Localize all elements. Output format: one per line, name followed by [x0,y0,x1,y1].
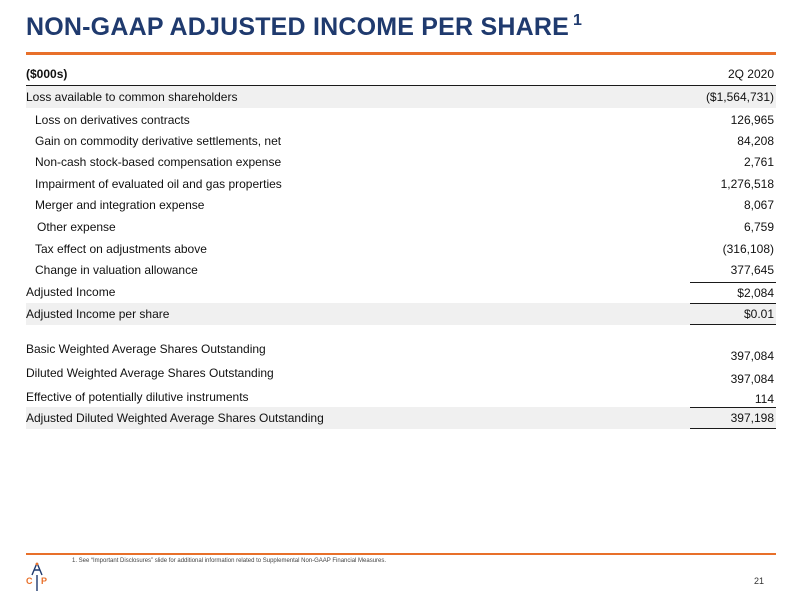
loss-label: Loss available to common shareholders [26,90,238,104]
adjusted-income-value: $2,084 [690,282,776,303]
adjustment-label: Gain on commodity derivative settlements, net [35,133,282,148]
income-table [26,63,776,429]
adjustment-label: Change in valuation allowance [35,263,198,277]
basic-shares-value: 397,084 [730,349,774,363]
adjusted-diluted-shares-row [26,407,776,429]
table-header-row [26,63,776,86]
adjustment-label: Other expense [37,220,116,234]
adjustment-value: 126,965 [730,112,774,127]
adjusted-income-label: Adjusted Income [26,285,116,299]
adjustment-label: Tax effect on adjustments above [35,241,207,256]
page-title [26,12,582,42]
adjusted-income-per-share-value: $0.01 [690,303,776,325]
adjustment-value: 2,761 [743,155,774,169]
dilutive-instruments-row [26,387,776,407]
loss-value: ($1,564,731) [705,90,774,104]
diluted-shares-row [26,366,776,387]
dilutive-instruments-label: Effective of potentially dilutive instruments [26,390,249,404]
diluted-shares-label: Diluted Weighted Average Shares Outstanding [26,366,274,380]
svg-text:P: P [41,576,48,586]
adjustment-row [26,109,776,130]
svg-text:C: C [26,576,33,586]
adjustment-row [26,216,776,238]
basic-shares-label: Basic Weighted Average Shares Outstanding [26,342,266,356]
adjustment-value: 8,067 [743,198,774,212]
page-number: 21 [753,576,764,586]
adjustment-value: 377,645 [730,263,774,277]
adjustment-label: Loss on derivatives contracts [35,112,190,127]
adjustment-row [26,259,776,281]
adjusted-diluted-shares-label: Adjusted Diluted Weighted Average Shares Outstanding [26,411,324,425]
units-label: ($000s) [26,67,68,81]
adjustment-label: Non-cash stock-based compensation expense [35,155,282,169]
title-rule [26,52,776,55]
adjusted-income-row [26,281,776,303]
adjustment-row [26,194,776,216]
section-spacer [26,325,776,342]
adjustment-value: 84,208 [737,133,774,148]
adjustment-label: Impairment of evaluated oil and gas properties [35,176,282,191]
company-logo [26,562,48,592]
loss-row [26,86,776,108]
adjustment-value: 6,759 [743,220,774,234]
adjusted-diluted-shares-value: 397,198 [690,407,776,429]
adjustment-row [26,130,776,151]
adjusted-income-per-share-label: Adjusted Income per share [26,307,170,321]
adjustment-row [26,238,776,259]
adjustment-label: Merger and integration expense [35,198,205,212]
adjustment-row [26,151,776,173]
adjustment-value: 1,276,518 [720,176,774,191]
period-label: 2Q 2020 [727,67,774,81]
footer-rule [26,553,776,555]
diluted-shares-value: 397,084 [730,372,774,386]
page-title-text: NON-GAAP ADJUSTED INCOME PER SHARE [26,13,569,41]
title-footnote-marker: 1 [572,12,583,29]
footnote: 1. See “Important Disclosures” slide for additional information related to Supplemental Non-GAAP Financial Measures. [72,558,387,564]
dilutive-instruments-value: 114 [754,392,774,406]
adjustment-value: (316,108) [722,241,774,256]
basic-shares-row [26,342,776,366]
adjusted-income-per-share-row [26,303,776,325]
adjustment-row [26,173,776,194]
